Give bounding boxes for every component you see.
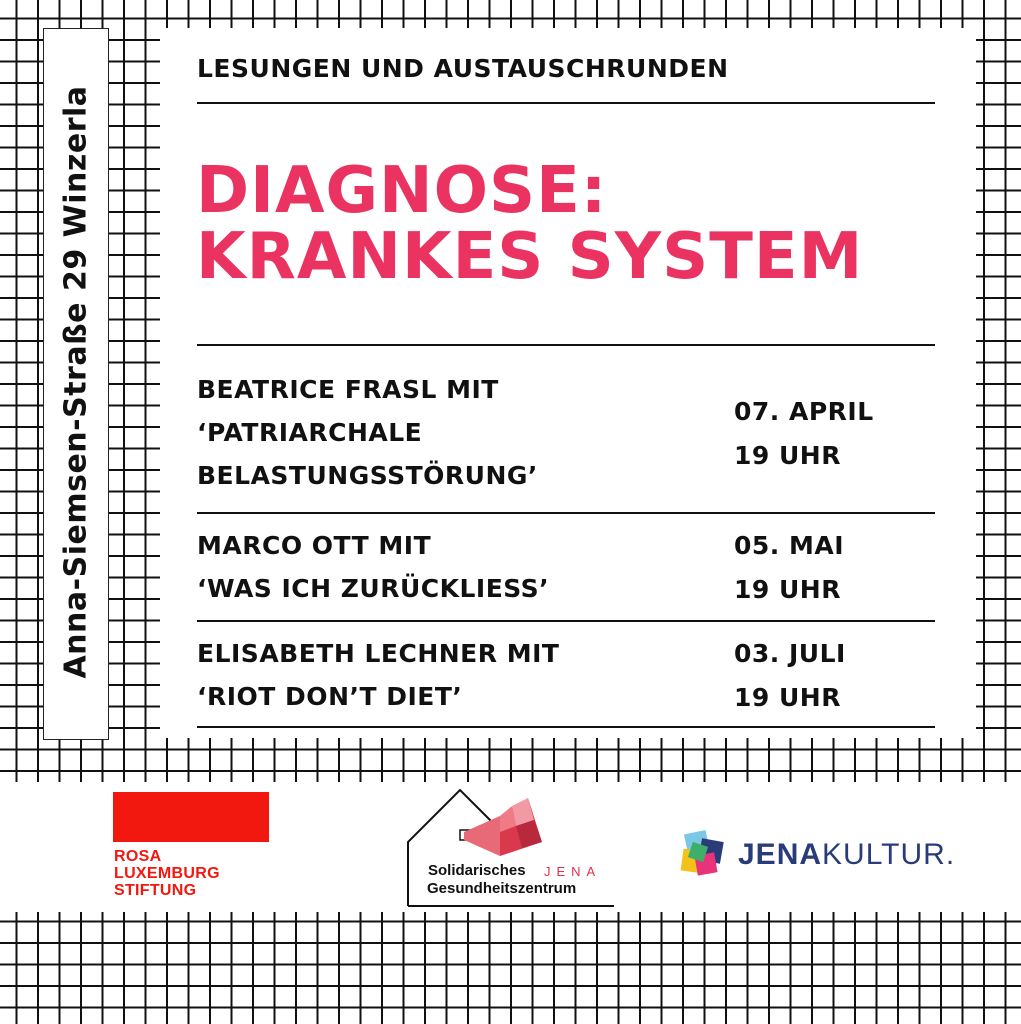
event-title [197,524,549,610]
jenakultur-wordmark [738,838,955,872]
event-title-line: ‘RIOT DON’T DIET’ [197,682,463,711]
event-title [197,368,538,497]
headline [196,154,864,294]
event-date-time: 19 UHR [734,575,841,604]
jenakultur-logo [680,828,960,884]
divider [197,512,935,514]
event-title-line: BELASTUNGSSTÖRUNG’ [197,461,538,490]
jk-part-jena: JENA [738,838,823,871]
rls-word: STIFTUNG [114,882,197,899]
event-date-time: 19 UHR [734,441,841,470]
headline-line-2: KRANKES SYSTEM [196,220,864,294]
event-date-time: 19 UHR [734,683,841,712]
event-title-line: BEATRICE FRASL MIT [197,375,499,404]
rls-word: LUXEMBURG [114,865,220,882]
rls-wordmark [114,848,220,899]
event-title-line: MARCO OTT MIT [197,531,432,560]
divider [197,344,935,346]
gesundheitszentrum-logo [404,786,620,908]
headline-line-1: DIAGNOSE: [196,154,608,228]
event-date-day: 03. JULI [734,639,846,668]
rls-red-block [113,792,269,842]
divider [197,726,935,728]
divider [197,620,935,622]
event-date-day: 07. APRIL [734,397,874,426]
address-text: Anna-Siemsen-Straße 29 Winzerla [58,85,94,679]
sgz-text-jena: JENA [544,864,602,879]
rls-word: ROSA [114,848,162,865]
jenakultur-squares-icon [680,828,728,884]
event-title-line: ‘PATRIARCHALE [197,418,423,447]
rosa-luxemburg-stiftung-logo [113,792,273,907]
event-date [734,632,846,720]
sgz-text-solidarisches: Solidarisches [428,862,526,879]
event-date-day: 05. MAI [734,531,845,560]
jk-part-kultur: KULTUR. [822,838,956,871]
event-title [197,632,559,718]
event-title-line: ELISABETH LECHNER MIT [197,639,560,668]
sgz-text-gesundheitszentrum: Gesundheitszentrum [427,880,577,897]
subtitle: LESUNGEN UND AUSTAUSCHRUNDEN [197,54,729,83]
event-date [734,390,874,478]
divider [197,102,935,104]
event-title-line: ‘WAS ICH ZURÜCKLIESS’ [197,574,550,603]
event-date [734,524,844,612]
